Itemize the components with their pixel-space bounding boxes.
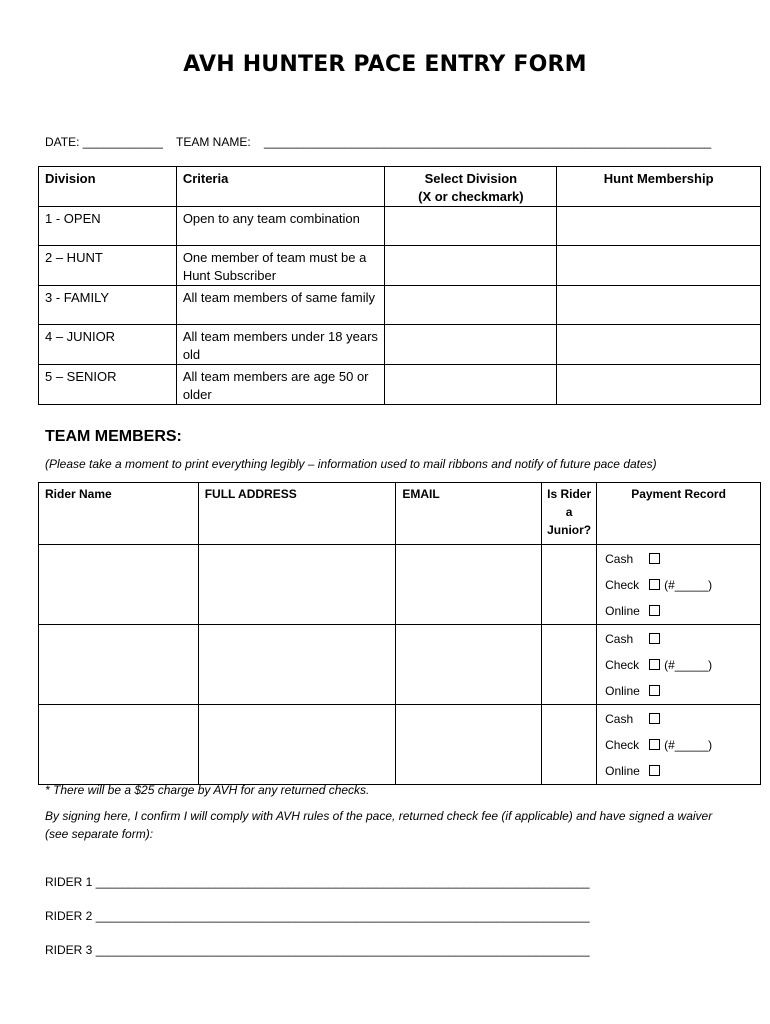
rider-3-label: RIDER 3 [45,943,93,957]
table-row [39,705,761,785]
rider-2-signature [45,909,590,923]
online-checkbox[interactable] [649,605,660,616]
online-label: Online [605,684,640,698]
col-criteria: Criteria [176,167,385,207]
full-address-cell[interactable] [198,705,396,785]
division-criteria: Open to any team combination [176,207,385,246]
hunt-membership-cell[interactable] [557,207,761,246]
legibility-note: (Please take a moment to print everything legibly – information used to mail ribbons and notify of future pace dates) [45,457,657,471]
team-members-heading: TEAM MEMBERS: [45,428,182,445]
is-junior-cell[interactable] [542,545,597,625]
online-checkbox[interactable] [649,765,660,776]
division-name: 5 – SENIOR [39,365,177,405]
select-division-cell[interactable] [385,246,557,286]
team-name-field[interactable]: ___________________________________________________________________ [264,135,712,149]
col-rider-name: Rider Name [39,483,199,545]
division-criteria: One member of team must be a Hunt Subscriber [176,246,385,286]
check-label: Check [605,658,640,672]
rider-name-cell[interactable] [39,705,199,785]
rider-3-signature [45,943,590,957]
date-field[interactable]: ____________ [82,135,163,149]
email-cell[interactable] [396,705,542,785]
online-label: Online [605,764,640,778]
division-criteria: All team members are age 50 or older [176,365,385,405]
division-name: 2 – HUNT [39,246,177,286]
cash-label: Cash [605,632,634,646]
payment-record-cell [597,705,761,785]
payment-record-cell [597,625,761,705]
full-address-cell[interactable] [198,545,396,625]
check-label: Check [605,578,640,592]
division-table [38,166,761,405]
rider-name-cell[interactable] [39,625,199,705]
table-row [39,246,761,286]
hunt-membership-cell[interactable] [557,286,761,325]
select-division-cell[interactable] [385,325,557,365]
table-row [39,545,761,625]
check-number-field[interactable]: (#_____) [664,738,713,752]
is-junior-cell[interactable] [542,625,597,705]
col-is-junior: Is Rider a Junior? [542,483,597,545]
check-checkbox[interactable] [649,659,660,670]
table-row [39,365,761,405]
col-full-address: FULL ADDRESS [198,483,396,545]
team-name-label: TEAM NAME: [176,135,251,149]
division-table-header [39,167,761,207]
check-label: Check [605,738,640,752]
cash-checkbox[interactable] [649,633,660,644]
date-label: DATE: [45,135,80,149]
online-label: Online [605,604,640,618]
rider-name-cell[interactable] [39,545,199,625]
rider-1-signature-line[interactable]: __________________________________________________________________________ [95,875,590,889]
check-number-field[interactable]: (#_____) [664,658,713,672]
division-name: 3 - FAMILY [39,286,177,325]
is-junior-cell[interactable] [542,705,597,785]
table-row [39,286,761,325]
table-row [39,325,761,365]
cash-checkbox[interactable] [649,553,660,564]
full-address-cell[interactable] [198,625,396,705]
rider-3-signature-line[interactable]: __________________________________________________________________________ [95,943,590,957]
hunt-membership-cell[interactable] [557,246,761,286]
rider-1-label: RIDER 1 [45,875,93,889]
check-number-field[interactable]: (#_____) [664,578,713,592]
team-members-table [38,482,761,785]
col-select-division: Select Division (X or checkmark) [385,167,557,207]
rider-2-signature-line[interactable]: __________________________________________________________________________ [95,909,590,923]
rider-2-label: RIDER 2 [45,909,93,923]
email-cell[interactable] [396,625,542,705]
division-criteria: All team members under 18 years old [176,325,385,365]
signing-statement: By signing here, I confirm I will comply with AVH rules of the pace, returned check fee (if applicable) and have signed a waiver (see separate form): [45,809,713,841]
check-checkbox[interactable] [649,739,660,750]
division-criteria: All team members of same family [176,286,385,325]
online-checkbox[interactable] [649,685,660,696]
table-row [39,625,761,705]
returned-check-note: * There will be a $25 charge by AVH for any returned checks. [45,783,370,797]
cash-label: Cash [605,712,634,726]
col-hunt-membership: Hunt Membership [557,167,761,207]
col-email: EMAIL [396,483,542,545]
col-division: Division [39,167,177,207]
members-table-header [39,483,761,545]
select-division-cell[interactable] [385,365,557,405]
form-title: AVH HUNTER PACE ENTRY FORM [183,52,587,77]
cash-label: Cash [605,552,634,566]
select-division-cell[interactable] [385,207,557,246]
division-name: 1 - OPEN [39,207,177,246]
hunt-membership-cell[interactable] [557,325,761,365]
check-checkbox[interactable] [649,579,660,590]
email-cell[interactable] [396,545,542,625]
date-team-row [45,135,711,149]
col-payment-record: Payment Record [597,483,761,545]
division-name: 4 – JUNIOR [39,325,177,365]
payment-record-cell [597,545,761,625]
hunt-membership-cell[interactable] [557,365,761,405]
select-division-cell[interactable] [385,286,557,325]
rider-1-signature [45,875,590,889]
table-row [39,207,761,246]
cash-checkbox[interactable] [649,713,660,724]
